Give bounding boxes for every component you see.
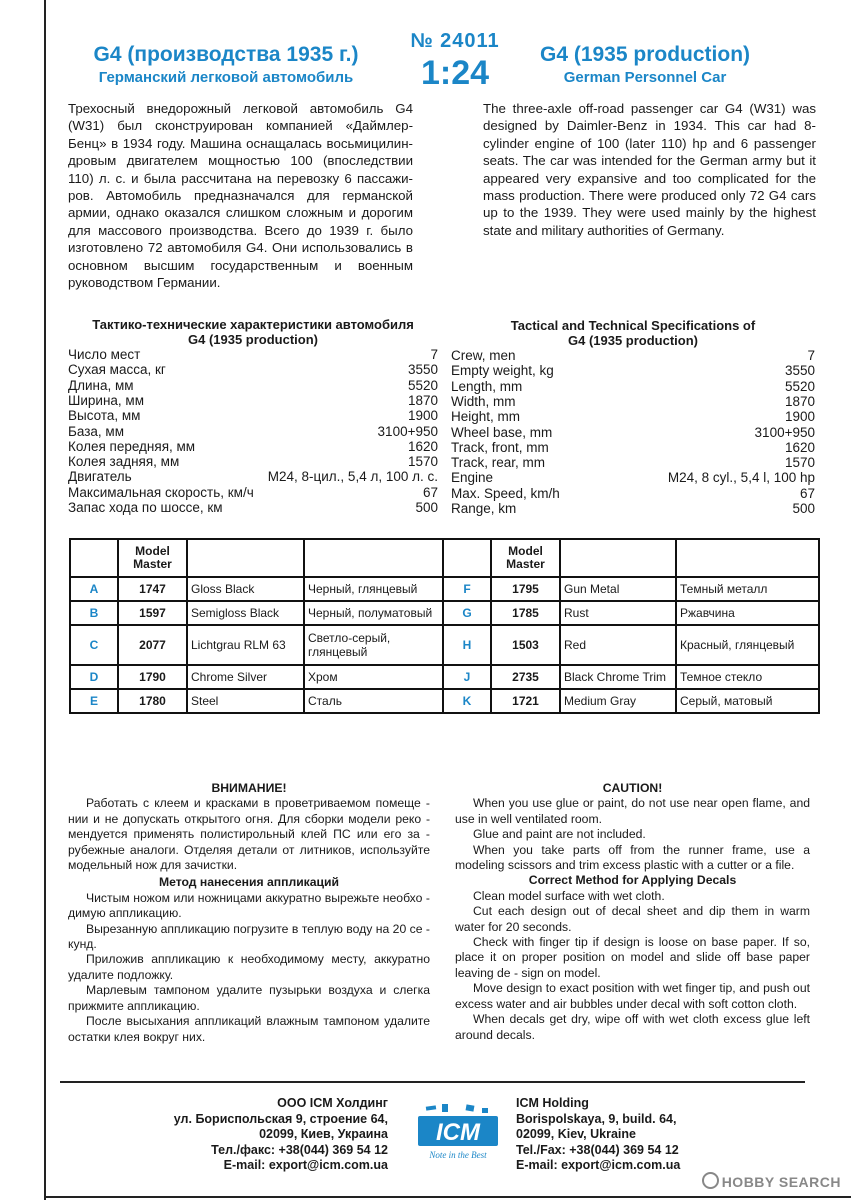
footer-line: Borispolskaya, 9, build. 64,	[516, 1111, 677, 1126]
decals-ru-step-5: После высыхания аппликаций влажным тампоном удалите остатки клея вокруг них.	[68, 1014, 430, 1044]
paint-name-en: Semigloss Black	[187, 601, 304, 625]
paint-code: 1780	[118, 689, 187, 713]
header-empty-cell	[70, 539, 118, 577]
paint-name-ru: Хром	[304, 665, 443, 689]
paint-name-en: Lichtgrau RLM 63	[187, 625, 304, 665]
spec-label: Range, km	[451, 501, 517, 516]
caution-ru-paragraph: Работать с клеем и красками в проветриваемом помеще - нии и не допускать открытого огня. Для сборки модели реко - мендуется применять полистирольный клей ПС или его за - рубежные аналоги. Отделяя детали от литников, используйте модельный нож для зачистки.	[68, 796, 430, 873]
caution-ru-title: ВНИМАНИЕ!	[211, 781, 287, 795]
spec-row	[451, 394, 815, 409]
spec-row	[451, 501, 815, 516]
decals-ru-title: Метод нанесения аппликаций	[158, 875, 340, 890]
spec-value: 3550	[407, 362, 438, 378]
footer-line: ООО ICM Холдинг	[277, 1096, 388, 1110]
spec-label: Wheel base, mm	[451, 424, 553, 440]
paint-name-ru: Светло-серый, глянцевый	[304, 625, 443, 665]
spec-label: Число мест	[68, 347, 141, 362]
paint-letter: B	[70, 601, 118, 625]
intro-ru: Трехосный внедорожный легковой автомобиль G4 (W31) был сконструирован компанией «Даймлер-Бенц» в 1934 году. Машина оснащалась восьмицилин-дровым двигателем мощностью 100 (впоследствии 110) л. с. и была рассчитана на перевозку 6 пассажи-ров. Автомобиль предназначался для германской армии, однако оказался слишком сложным и дорогим для массового производства. Всего до 1939 г. было изготовлено 72 автомобиля G4. Они использовались в основном высшим государственным и военным руководством Германии.	[68, 101, 413, 291]
paint-code: 1747	[118, 577, 187, 601]
specs-en-heading	[451, 318, 815, 348]
spec-label: Empty weight, kg	[451, 363, 554, 379]
title-ru: G4 (производства 1935 г.)	[93, 43, 359, 66]
spec-row	[68, 424, 438, 439]
spec-label: Width, mm	[451, 393, 516, 409]
paint-letter: K	[443, 689, 491, 713]
spec-value: 67	[799, 485, 815, 501]
paint-code: 1597	[118, 601, 187, 625]
spec-value: 1570	[784, 455, 815, 471]
paint-letter: H	[443, 625, 491, 665]
spec-row	[451, 440, 815, 455]
decals-ru-step-1: Чистым ножом или ножницами аккуратно вырежьте необхо - димую аппликацию.	[68, 890, 430, 921]
paint-code: 1503	[491, 625, 560, 665]
spec-value: 7	[807, 348, 815, 363]
spec-label: Запас хода по шоссе, км	[68, 500, 223, 515]
spec-label: База, мм	[68, 423, 124, 439]
spec-row	[68, 408, 438, 423]
paint-name-en: Red	[560, 625, 676, 665]
paint-letter: C	[70, 625, 118, 665]
decals-en-title: Correct Method for Applying Decals	[528, 873, 737, 888]
spec-label: Max. Speed, km/h	[451, 485, 560, 501]
spec-label: Length, mm	[451, 378, 523, 394]
decals-en-step-1: Clean model surface with wet cloth.	[473, 888, 665, 903]
spec-row	[451, 486, 815, 501]
paint-row	[70, 577, 819, 601]
paint-name-ru: Сталь	[304, 689, 443, 713]
decals-en-step-5: When decals get dry, wipe off with wet cloth excess glue left around decals.	[455, 1012, 810, 1042]
spec-value: 1900	[407, 408, 438, 424]
paint-code: 2077	[118, 625, 187, 665]
decals-en-step-2: Cut each design out of decal sheet and dip them in warm water for 20 seconds.	[455, 904, 810, 934]
spec-value: 500	[792, 501, 815, 516]
header-model-master-right: Model Master	[491, 539, 560, 577]
caution-en-paragraph-3: When you take parts off from the runner frame, use a modeling scissors and trim excess plastic with a cutter or a file.	[455, 842, 810, 873]
page-border-bottom	[44, 1196, 851, 1198]
paint-name-en: Chrome Silver	[187, 665, 304, 689]
spec-value: 3550	[784, 363, 815, 379]
spec-value: 1620	[407, 438, 438, 454]
page-border-left	[44, 0, 46, 1200]
spec-label: Длина, мм	[68, 377, 134, 393]
scale-label: 1:24	[420, 54, 490, 92]
paint-row	[70, 601, 819, 625]
paint-table	[69, 538, 820, 714]
spec-value: M24, 8 cyl., 5,4 l, 100 hp	[667, 470, 815, 486]
spec-row	[68, 378, 438, 393]
spec-label: Колея задняя, мм	[68, 454, 180, 470]
footer-line: ул. Бориспольская 9, строение 64,	[173, 1111, 388, 1126]
spec-value: 1620	[784, 439, 815, 455]
spec-row	[451, 425, 815, 440]
spec-value: M24, 8-цил., 5,4 л, 100 л. с.	[267, 469, 438, 485]
subtitle-ru: Германский легковой автомобиль	[98, 69, 354, 86]
intro-en: The three-axle off-road passenger car G4 (W31) was designed by Daimler-Benz in 1934. This car had 8-cylinder engine of 100 (later 110) hp and 6 passenger seats. The car was intended for the German army but it appeared very expansive and too complicated for the mass production. There were produced only 72 G4 cars up to the 1939. They were used mainly by the highest state and military authorities of Germany.	[483, 101, 816, 238]
footer-line: 02099, Киев, Украина	[259, 1127, 388, 1142]
spec-value: 5520	[407, 377, 438, 393]
spec-label: Высота, мм	[68, 408, 141, 424]
paint-name-ru: Ржавчина	[676, 601, 819, 625]
paint-row	[70, 625, 819, 665]
paint-code: 2735	[491, 665, 560, 689]
spec-value: 1900	[784, 409, 815, 425]
spec-row	[451, 363, 815, 378]
specs-ru-heading-line2: G4 (1935 production)	[187, 332, 319, 347]
header-empty-cell	[443, 539, 491, 577]
spec-label: Height, mm	[451, 409, 521, 425]
spec-label: Колея передняя, мм	[68, 438, 196, 454]
spec-label: Ширина, мм	[68, 392, 144, 408]
paint-name-ru: Красный, глянцевый	[676, 625, 819, 665]
spec-value: 3100+950	[377, 423, 438, 439]
footer-divider	[60, 1081, 805, 1083]
footer-address-ru	[150, 1096, 388, 1174]
header-empty-cell	[560, 539, 676, 577]
spec-value: 5520	[784, 378, 815, 394]
footer-line: E-mail: export@icm.com.ua	[516, 1158, 681, 1173]
watermark	[702, 1172, 841, 1190]
footer-address-en	[516, 1096, 716, 1174]
kit-number: № 24011	[410, 30, 500, 52]
caution-en-paragraph-1: When you use glue or paint, do not use near open flame, and use in well ventilated room.	[455, 796, 810, 826]
spec-row	[68, 469, 438, 484]
header-empty-cell	[676, 539, 819, 577]
specs-en-heading-line2: G4 (1935 production)	[567, 333, 699, 348]
spec-row	[68, 362, 438, 377]
paint-name-en: Gun Metal	[560, 577, 676, 601]
decals-en-step-3: Check with finger tip if design is loose on base paper. If so, place it on proper position on model and slide off base paper leaving de - sign on model.	[455, 935, 810, 980]
spec-label: Сухая масса, кг	[68, 362, 166, 378]
specs-ru-table	[68, 347, 438, 517]
watermark-icon	[702, 1172, 719, 1189]
spec-row	[68, 439, 438, 454]
specs-ru-heading-line1: Тактико-технические характеристики автомобиля	[92, 317, 414, 332]
spec-label: Максимальная скорость, км/ч	[68, 484, 254, 500]
footer-line: E-mail: export@icm.com.ua	[223, 1158, 388, 1173]
specs-en-table	[451, 348, 815, 518]
spec-row	[68, 485, 438, 500]
spec-label: Engine	[451, 470, 494, 486]
paint-name-ru: Серый, матовый	[676, 689, 819, 713]
spec-label: Crew, men	[451, 348, 516, 363]
paint-name-ru: Темный металл	[676, 577, 819, 601]
decals-en-step-4: Move design to exact position with wet finger tip, and push out excess water and air bubbles under decal with soft cotton cloth.	[455, 981, 810, 1011]
paint-code: 1795	[491, 577, 560, 601]
paint-row	[70, 665, 819, 689]
footer-line: Тел./факс: +38(044) 369 54 12	[211, 1142, 388, 1157]
spec-row	[451, 470, 815, 485]
paint-name-ru: Темное стекло	[676, 665, 819, 689]
spec-row	[451, 409, 815, 424]
spec-value: 7	[430, 347, 438, 362]
footer-line: 02099, Kiev, Ukraine	[516, 1127, 636, 1142]
footer-line: Tel./Fax: +38(044) 369 54 12	[516, 1142, 679, 1157]
decals-ru-step-4: Марлевым тампоном удалите пузырьки воздуха и слегка прижмите аппликацию.	[68, 983, 430, 1013]
spec-value: 67	[422, 484, 438, 500]
spec-value: 1570	[407, 454, 438, 470]
caution-ru	[68, 781, 430, 1045]
spec-label: Двигатель	[68, 469, 132, 485]
paint-name-en: Rust	[560, 601, 676, 625]
spec-row	[451, 348, 815, 363]
spec-label: Track, rear, mm	[451, 455, 546, 471]
subtitle-en: German Personnel Car	[563, 69, 727, 86]
caution-en-title: CAUTION!	[602, 781, 663, 795]
paint-code: 1721	[491, 689, 560, 713]
specs-ru-heading	[68, 317, 438, 347]
header-empty-cell	[304, 539, 443, 577]
header-model-master-left: Model Master	[118, 539, 187, 577]
paint-name-en: Steel	[187, 689, 304, 713]
paint-name-en: Gloss Black	[187, 577, 304, 601]
spec-row	[68, 454, 438, 469]
paint-letter: J	[443, 665, 491, 689]
paint-code: 1790	[118, 665, 187, 689]
paint-letter: F	[443, 577, 491, 601]
paint-letter: D	[70, 665, 118, 689]
svg-text:Note in the Best: Note in the Best	[429, 1150, 487, 1160]
svg-text:ICM: ICM	[436, 1119, 480, 1146]
spec-row	[451, 379, 815, 394]
paint-letter: A	[70, 577, 118, 601]
spec-value: 1870	[784, 393, 815, 409]
paint-letter: G	[443, 601, 491, 625]
decals-ru-step-3: Приложив аппликацию к необходимому месту, аккуратно удалите подложку.	[68, 952, 430, 982]
paint-name-en: Medium Gray	[560, 689, 676, 713]
paint-table-header-row	[70, 539, 819, 577]
spec-label: Track, front, mm	[451, 439, 549, 455]
spec-row	[451, 455, 815, 470]
watermark-text: HOBBY SEARCH	[721, 1174, 841, 1190]
paint-row	[70, 689, 819, 713]
caution-en-paragraph-2: Glue and paint are not included.	[473, 827, 646, 842]
paint-name-ru: Черный, полуматовый	[304, 601, 443, 625]
header-empty-cell	[187, 539, 304, 577]
spec-row	[68, 393, 438, 408]
decals-ru-step-2: Вырезанную аппликацию погрузите в теплую воду на 20 се - кунд.	[68, 921, 430, 952]
spec-row	[68, 500, 438, 515]
paint-code: 1785	[491, 601, 560, 625]
title-en: G4 (1935 production)	[539, 43, 751, 66]
paint-name-en: Black Chrome Trim	[560, 665, 676, 689]
spec-value: 3100+950	[754, 424, 815, 440]
paint-name-ru: Черный, глянцевый	[304, 577, 443, 601]
paint-letter: E	[70, 689, 118, 713]
spec-value: 500	[415, 500, 438, 515]
spec-row	[68, 347, 438, 362]
spec-value: 1870	[407, 392, 438, 408]
footer-line: ICM Holding	[516, 1096, 589, 1110]
specs-en-heading-line1: Tactical and Technical Specifications of	[510, 318, 756, 333]
icm-logo	[414, 1104, 502, 1164]
caution-en	[455, 781, 810, 1043]
